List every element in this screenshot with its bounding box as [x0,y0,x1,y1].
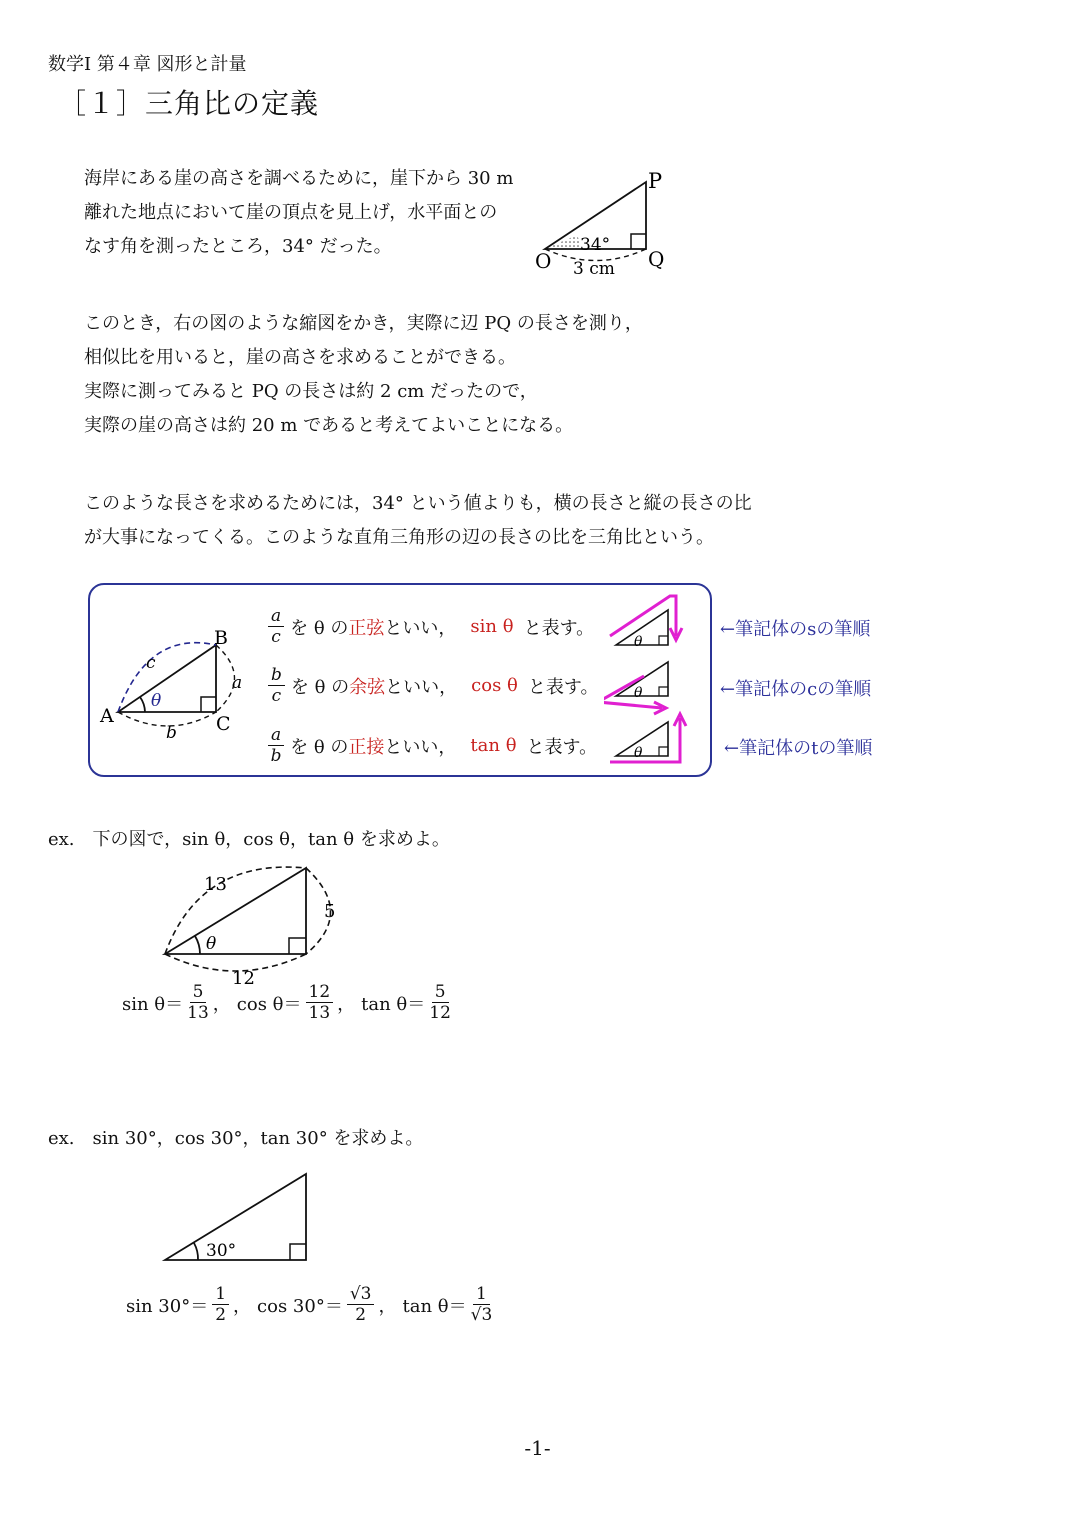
cliff-figure [528,168,678,283]
hypotenuse-label: 13 [204,874,227,895]
term-tangent: 正接 [348,736,385,758]
chapter-header: 数学Ⅰ 第４章 図形と計量 [48,54,247,75]
example2-figure [150,1162,330,1272]
explanation-line: 実際の崖の高さは約 20 m であると考えてよいことになる。 [84,415,574,436]
example2-prompt: ex. sin 30°，cos 30°，tan 30° を求めよ。 [48,1128,424,1149]
theta-label: θ [206,934,217,954]
intro-paragraph [84,162,513,264]
side-b-label: b [166,723,177,743]
side-c-label: c [146,653,156,673]
sin-symbol: sin θ [470,616,514,637]
page-number: -1- [524,1436,551,1460]
vertex-b-label: B [214,627,228,649]
adjacent-label: 12 [232,968,255,988]
example1-prompt: ex. 下の図で，sin θ，cos θ，tan θ を求めよ。 [48,829,450,850]
explanation-line: 実際に測ってみると PQ の長さは約 2 cm だったので， [84,381,538,402]
term-cosine: 余弦 [349,676,386,698]
stroke-note-t: ←筆記体のtの筆順 [724,738,873,759]
intro-line: 離れた地点において崖の頂点を見上げ，水平面との [84,202,498,223]
answer-fraction: $\frac{1}{2}$ [212,1284,229,1325]
sine-definition-row: $\frac{a}{c}$ を θ の 正弦 といい， sin θ と表す。 [268,606,594,647]
reference-triangle [98,620,248,745]
theta-label: θ [151,691,162,711]
point-q-label: Q [648,247,665,271]
term-sine: 正弦 [348,617,385,639]
ratio-line: が大事になってくる。このような直角三角形の辺の長さの比を三角比という。 [84,527,714,548]
answer-fraction: $\frac{5}{13}$ [187,982,209,1023]
ratio-fraction: $\frac{a}{b}$ [268,725,284,766]
right-angle-mark [201,697,216,712]
stroke-note-c: ←筆記体のcの筆順 [720,679,872,700]
sin-stroke-diagram [610,596,682,650]
cosine-definition-row: $\frac{b}{c}$ を θ の 余弦 といい， cos θ と表す。 [268,665,598,706]
mini-theta: θ [634,685,643,701]
base-length-label: 3 cm [573,259,615,279]
explanation-line: このとき，右の図のような縮図をかき，実際に辺 PQ の長さを測り， [84,313,643,334]
right-angle-mark [289,938,306,954]
example1-triangle [165,868,306,954]
vertex-a-label: A [100,705,114,727]
tan-symbol: tan θ [470,735,517,756]
point-o-label: O [535,249,552,273]
right-angle-mark [631,234,646,249]
tan-stroke-diagram [610,714,686,762]
answer-fraction: $\frac{5}{12}$ [429,982,451,1023]
tangent-definition-row: $\frac{a}{b}$ を θ の 正接 といい， tan θ と表す。 [268,725,597,766]
page-title: ［１］三角比の定義 [58,87,320,120]
example1-answers: sin θ＝ $\frac{5}{13}$ ， cos θ＝ $\frac{12}{13}$ ， tan θ＝ $\frac{5}{12}$ [122,982,451,1023]
ratio-paragraph [84,487,752,555]
example1-figure [150,858,350,988]
angle-arc [195,936,200,954]
explanation-line: 相似比を用いると，崖の高さを求めることができる。 [84,347,516,368]
angle-label: 34° [580,235,611,255]
ratio-line: このような長さを求めるためには，34° という値よりも，横の長さと縦の長さの比 [84,493,752,514]
ratio-fraction: $\frac{b}{c}$ [268,665,285,706]
side-a-label: a [232,673,243,693]
ratio-fraction: $\frac{a}{c}$ [268,606,284,647]
intro-line: 海岸にある崖の高さを調べるために，崖下から 30 m [84,168,514,189]
vertex-c-label: C [216,713,231,735]
answer-fraction: $\frac{1}{√3}$ [470,1284,493,1325]
answer-fraction: $\frac{12}{13}$ [306,982,334,1023]
cos-symbol: cos θ [471,675,518,696]
angle-label: 30° [206,1241,237,1261]
intro-line: なす角を測ったところ，34° だった。 [84,236,392,257]
explanation-paragraph [84,307,643,443]
answer-fraction: $\frac{√3}{2}$ [347,1284,375,1325]
stroke-order-diagrams [604,590,694,770]
example2-answers: sin 30°＝ $\frac{1}{2}$ ， cos 30°＝ $\frac{√3}{2}$ ， tan θ＝ $\frac{1}{√3}$ [126,1284,493,1325]
mini-theta: θ [634,634,643,650]
point-p-label: P [648,169,663,193]
mini-theta: θ [634,745,643,761]
cos-stroke-diagram [604,662,668,714]
stroke-note-s: ←筆記体のsの筆順 [720,619,871,640]
right-angle-mark [290,1244,306,1260]
angle-arc [140,697,145,712]
opposite-label: 5 [324,901,336,922]
angle-arc [194,1243,198,1260]
